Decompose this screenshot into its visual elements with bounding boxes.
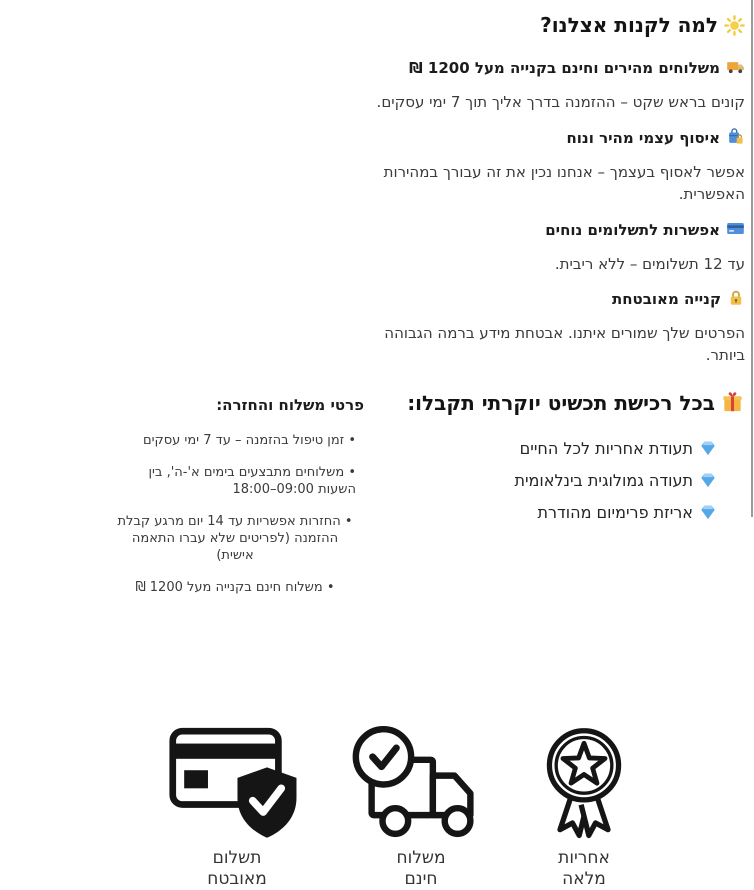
gem-icon [699,506,717,525]
page-title [376,12,745,42]
truck-icon [726,62,745,80]
badge-free-shipping [342,724,500,890]
list-item: • משלוחים מתבצעים בימים א'-ה', בין השעות 09:00–18:00 [114,464,356,498]
lock-icon [727,293,745,311]
list-item: • משלוח חינם בקנייה מעל 1200 ₪ [114,579,356,596]
benefit-payments [376,219,745,275]
credit-card-icon [726,224,745,242]
shipping-details-section [114,390,376,611]
benefit-description: הפרטים שלך שמורים איתנו. אבטחת מידע ברמה הגבוהה ביותר. [384,324,745,364]
benefit-title-text: איסוף עצמי מהיר ונוח [566,129,720,147]
list-item [376,501,717,528]
benefit-title [376,289,745,312]
badge-secure-payment [168,724,306,890]
badge-full-warranty [536,724,632,890]
benefit-title [376,57,745,81]
gift-item-text: אריזת פרימיום מהודרת [537,503,693,522]
benefit-title [376,219,745,243]
gift-item-text: תעודה גמולוגית בינלאומית [514,471,693,490]
gift-item-text: תעודת אחריות לכל החיים [519,439,693,458]
gift-section-title [376,390,744,421]
badge-label: אחריות מלאה [558,848,610,889]
why-section [376,0,754,366]
gift-section-title-text: בכל רכישת תכשיט יוקרתי תקבלו: [407,391,715,415]
panel-right-border [751,0,753,517]
gem-icon [699,442,717,461]
benefit-title-text: משלוחים מהירים וחינם בקנייה מעל 1200 ₪ [409,59,720,77]
shipping-details-list [114,432,364,596]
gift-section [376,390,754,611]
benefit-pickup [376,127,745,205]
gift-icon [721,395,744,419]
benefit-title-text: אפשרות לתשלומים נוחים [545,221,720,239]
page-title-text: למה לקנות אצלנו? [540,13,718,37]
full-warranty-icon [536,724,632,845]
gift-list [376,437,744,528]
benefit-description: קונים בראש שקט – ההזמנה בדרך אליך תוך 7 ימי עסקים. [376,93,745,111]
benefit-title [376,127,745,151]
benefit-description: אפשר לאסוף בעצמך – אנחנו נכין את זה עבורך במהירות האפשרית. [383,163,745,203]
list-item [376,437,717,464]
list-item [376,469,717,496]
badge-label: משלוח חינם [396,848,446,889]
list-item: • החזרות אפשריות עד 14 יום מרגע קבלת ההזמנה (לפריטים שלא עברו התאמה אישית) [114,513,356,564]
trust-badges-row [0,724,754,890]
gem-icon [699,474,717,493]
list-item: • זמן טיפול בהזמנה – עד 7 ימי עסקים [114,432,356,449]
benefit-shipping [376,57,745,113]
benefit-title-text: קנייה מאובטחת [611,290,721,308]
shipping-details-title: פרטי משלוח והחזרה: [216,396,364,414]
benefit-secure [376,289,745,366]
benefit-description: עד 12 תשלומים – ללא ריבית. [554,255,745,273]
sun-icon [724,17,745,41]
secure-payment-icon [168,724,306,845]
gift-shipping-row [0,390,754,611]
shopping-bags-icon [726,132,745,150]
free-shipping-icon [342,724,500,845]
badge-label: תשלום מאובטח [207,848,267,889]
